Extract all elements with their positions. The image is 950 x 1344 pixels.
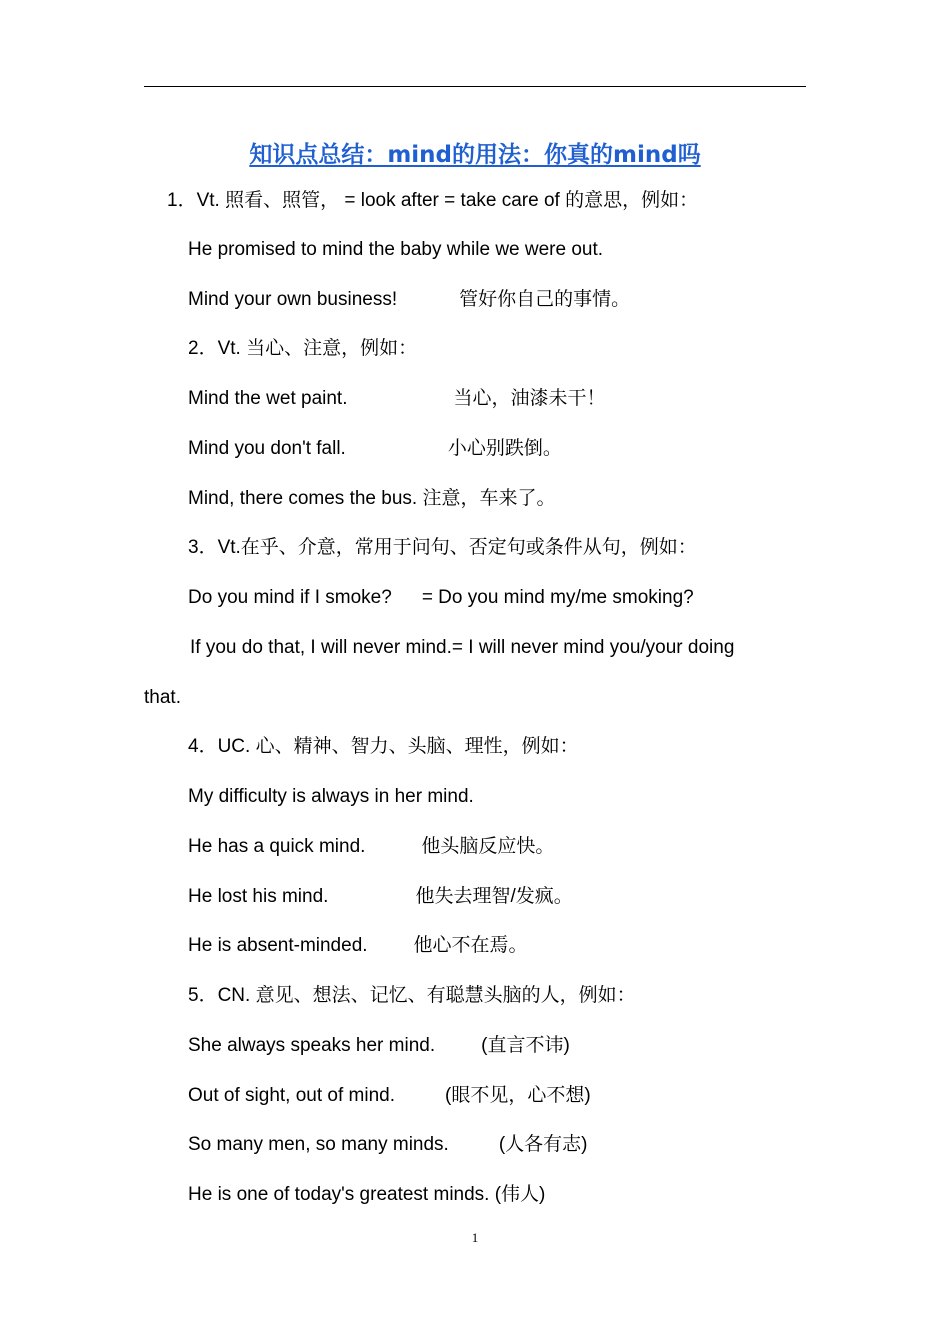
document-title: 知识点总结：mind的用法：你真的mind吗 — [249, 142, 701, 168]
example-pair — [188, 884, 573, 910]
example-chinese: (直言不讳) — [481, 1035, 570, 1056]
example-pair — [188, 585, 694, 611]
example-sentence: He is one of today's greatest minds. (伟人) — [188, 1184, 546, 1205]
section-5-heading: 5．CN. 意见、想法、记忆、有聪慧头脑的人，例如： — [188, 985, 636, 1006]
example-pair — [188, 287, 630, 313]
example-pair — [188, 436, 562, 462]
section-2-heading: 2．Vt. 当心、注意，例如： — [188, 338, 418, 359]
example-pair — [188, 1132, 587, 1158]
example-chinese: (人各有志) — [498, 1134, 588, 1155]
example-sentence: My difficulty is always in her mind. — [188, 786, 474, 807]
example-chinese: (眼不见，心不想) — [445, 1085, 591, 1106]
example-pair — [188, 933, 528, 959]
page-number: 1 — [471, 1230, 479, 1245]
example-pair — [188, 1033, 570, 1059]
example-english: Mind you don't fall. — [188, 438, 346, 459]
example-chinese: 小心别跌倒。 — [447, 438, 562, 459]
section-3-heading: 3．Vt.在乎、介意，常用于问句、否定句或条件从句，例如： — [188, 537, 697, 558]
example-english: So many men, so many minds. — [188, 1134, 449, 1155]
example-english: Mind your own business! — [188, 289, 398, 310]
example-chinese: 他心不在焉。 — [413, 935, 528, 956]
section-4-heading: 4．UC. 心、精神、智力、头脑、理性，例如： — [188, 736, 579, 757]
example-english: Out of sight, out of mind. — [188, 1085, 395, 1106]
example-sentence: He promised to mind the baby while we were out. — [188, 239, 604, 260]
example-pair — [188, 834, 554, 860]
example-english: He lost his mind. — [188, 886, 329, 907]
section-1-heading: 1．Vt. 照看、照管， = look after = take care of 的意思，例如： — [167, 190, 699, 211]
example-chinese: 他头脑反应快。 — [421, 836, 555, 857]
example-english: Mind the wet paint. — [188, 388, 348, 409]
example-sentence: Mind, there comes the bus. 注意，车来了。 — [188, 488, 556, 509]
example-english: He is absent-minded. — [188, 935, 368, 956]
example-chinese: 管好你自己的事情。 — [459, 289, 631, 310]
example-pair — [188, 1083, 591, 1109]
example-english: Do you mind if I smoke? — [188, 587, 392, 608]
example-english: She always speaks her mind. — [188, 1035, 436, 1056]
header-rule — [144, 86, 806, 87]
example-chinese: 当心，油漆未干！ — [453, 388, 606, 409]
example-pair — [188, 386, 606, 412]
example-chinese: 他失去理智/发疯。 — [415, 886, 573, 907]
example-sentence-continuation: that. — [144, 687, 181, 708]
example-sentence: If you do that, I will never mind.= I will never mind you/your doing — [190, 637, 735, 658]
example-english: He has a quick mind. — [188, 836, 366, 857]
example-equivalent: = Do you mind my/me smoking? — [421, 587, 694, 608]
